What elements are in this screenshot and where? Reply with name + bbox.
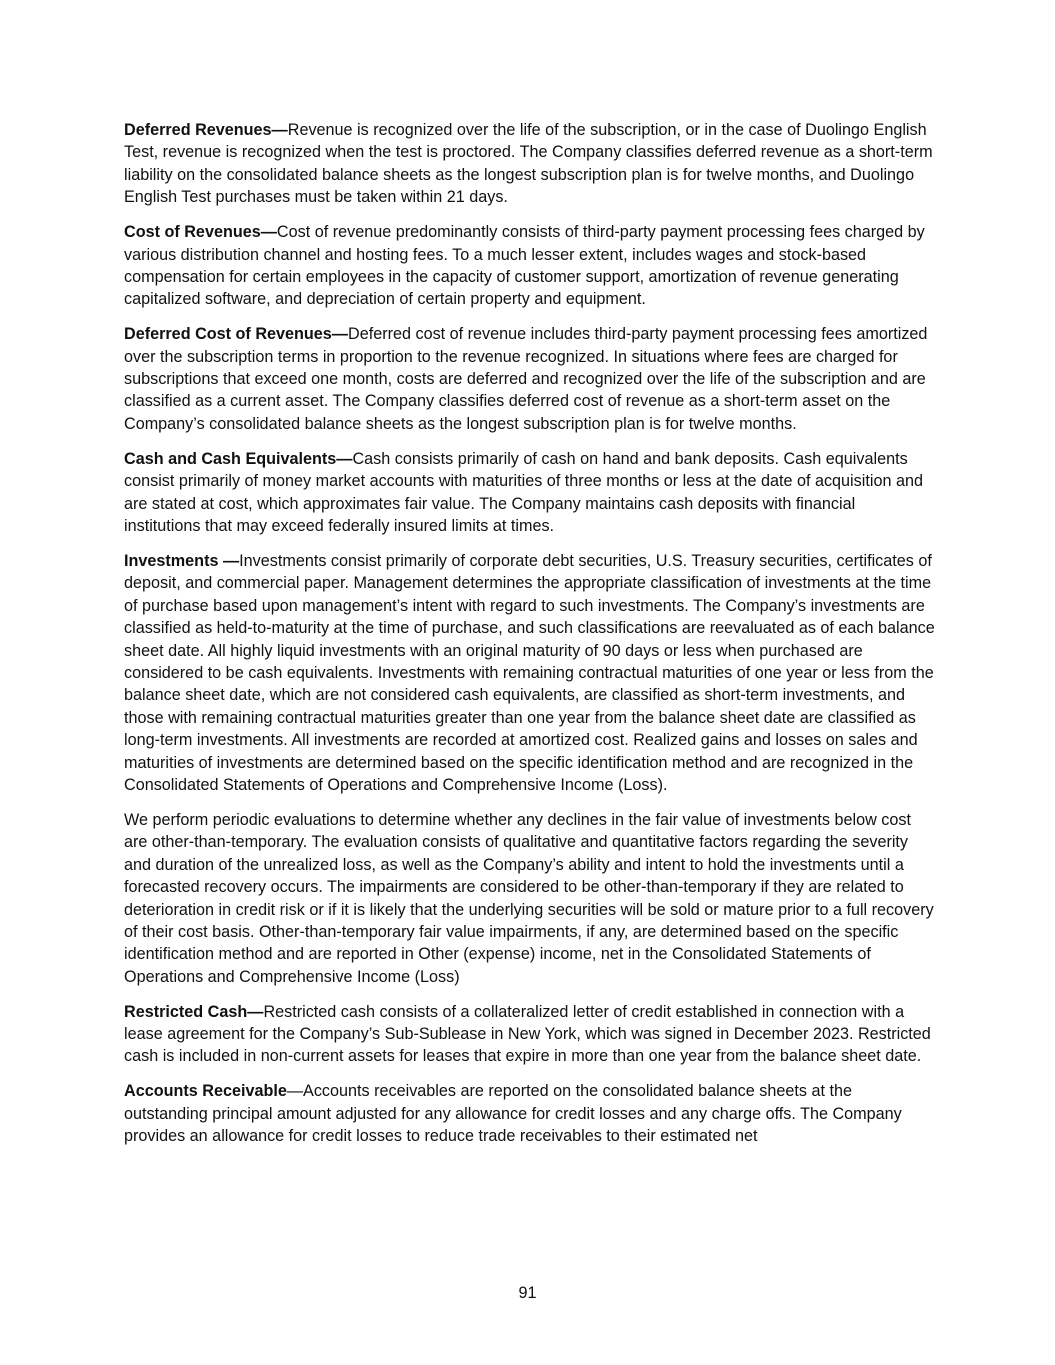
paragraph-text: —Accounts receivables are reported on the consolidated balance sheets at the outstanding principal amount adjusted for any allowance for credit losses and any charge offs. The Company provides an allowance for credit losses to reduce trade receivables to their estimated net: [124, 1082, 902, 1146]
paragraph-deferred-cost-of-revenues: [124, 323, 936, 435]
page-number: 91: [518, 1284, 537, 1302]
paragraph-text: Restricted cash consists of a collateralized letter of credit established in connection with a lease agreement for the Company’s Sub-Sublease in New York, which was signed in December 2023. Restricted cash is included in non-current assets for leases that expire in more than one year from the balance sheet date.: [124, 1002, 931, 1066]
paragraph-periodic-evaluations: [124, 809, 936, 988]
paragraph-text: Cost of revenue predominantly consists of third-party payment processing fees charged by various distribution channel and hosting fees. To a much lesser extent, includes wages and stock-based compensation for certain employees in the capacity of customer support, amortization of revenue generating capitalized software, and depreciation of certain property and equipment.: [124, 223, 925, 309]
paragraph-cost-of-revenues: [124, 221, 936, 311]
paragraph-text: We perform periodic evaluations to determine whether any declines in the fair value of investments below cost are other-than-temporary. The evaluation consists of qualitative and quantitative factors regarding the severity and duration of the unrealized loss, as well as the Company’s ability and intent to hold the investments until a forecasted recovery occurs. The impairments are considered to be other-than-temporary if they are related to deterioration in credit risk or if it is likely that the underlying securities will be sold or mature prior to a full recovery of their cost basis. Other-than-temporary fair value impairments, if any, are determined based on the specific identification method and are reported in Other (expense) income, net in the Consolidated Statements of Operations and Comprehensive Income (Loss): [124, 810, 934, 986]
paragraph-text: Revenue is recognized over the life of the subscription, or in the case of Duolingo English Test, revenue is recognized when the test is proctored. The Company classifies deferred revenue as a short-term liability on the consolidated balance sheets as the longest subscription plan is for twelve months, and Duolingo English Test purchases must be taken within 21 days.: [124, 121, 933, 207]
paragraph-restricted-cash: [124, 1001, 936, 1068]
paragraph-text: Deferred cost of revenue includes third-party payment processing fees amortized over the subscription terms in proportion to the revenue recognized. In situations where fees are charged for subscriptions that exceed one month, costs are deferred and recognized over the life of the subscription and are classified as a current asset. The Company classifies deferred cost of revenue as a short-term asset on the Company’s consolidated balance sheets as the longest subscription plan is for twelve months.: [124, 325, 928, 433]
paragraph-heading: Investments —: [124, 551, 240, 570]
paragraph-heading: Deferred Revenues—: [124, 121, 288, 139]
paragraph-text: Cash consists primarily of cash on hand and bank deposits. Cash equivalents consist primarily of money market accounts with maturities of three months or less at the date of acquisition and are stated at cost, which approximates fair value. The Company maintains cash deposits with financial institutions that may exceed federally insured limits at times.: [124, 449, 923, 535]
paragraph-heading: Restricted Cash—: [124, 1002, 264, 1021]
paragraph-investments: [124, 550, 936, 796]
paragraph-text: Investments consist primarily of corporate debt securities, U.S. Treasury securities, certificates of deposit, and commercial paper. Management determines the appropriate classification of investments at the time of purchase based upon management’s intent with regard to such investments. The Company’s investments are classified as held-to-maturity at the time of purchase, and such classifications are reevaluated as of each balance sheet date. All highly liquid investments with an original maturity of 90 days or less when purchased are considered to be cash equivalents. Investments with remaining contractual maturities of one year or less from the balance sheet date, which are not considered cash equivalents, are classified as short-term investments, and those with remaining contractual maturities greater than one year from the balance sheet date are classified as long-term investments. All investments are recorded at amortized cost. Realized gains and losses on sales and maturities of investments are determined based on the specific identification method and are recognized in the Consolidated Statements of Operations and Comprehensive Income (Loss).: [124, 551, 935, 794]
paragraph-heading: Cash and Cash Equivalents—: [124, 449, 353, 468]
paragraph-heading: Deferred Cost of Revenues—: [124, 325, 348, 344]
paragraph-deferred-revenues: [124, 119, 936, 209]
paragraph-cash-equivalents: [124, 448, 936, 538]
paragraph-heading: Cost of Revenues—: [124, 223, 277, 242]
paragraph-accounts-receivable: [124, 1080, 936, 1147]
paragraph-heading: Accounts Receivable: [124, 1082, 287, 1101]
page-body: [124, 119, 936, 1160]
